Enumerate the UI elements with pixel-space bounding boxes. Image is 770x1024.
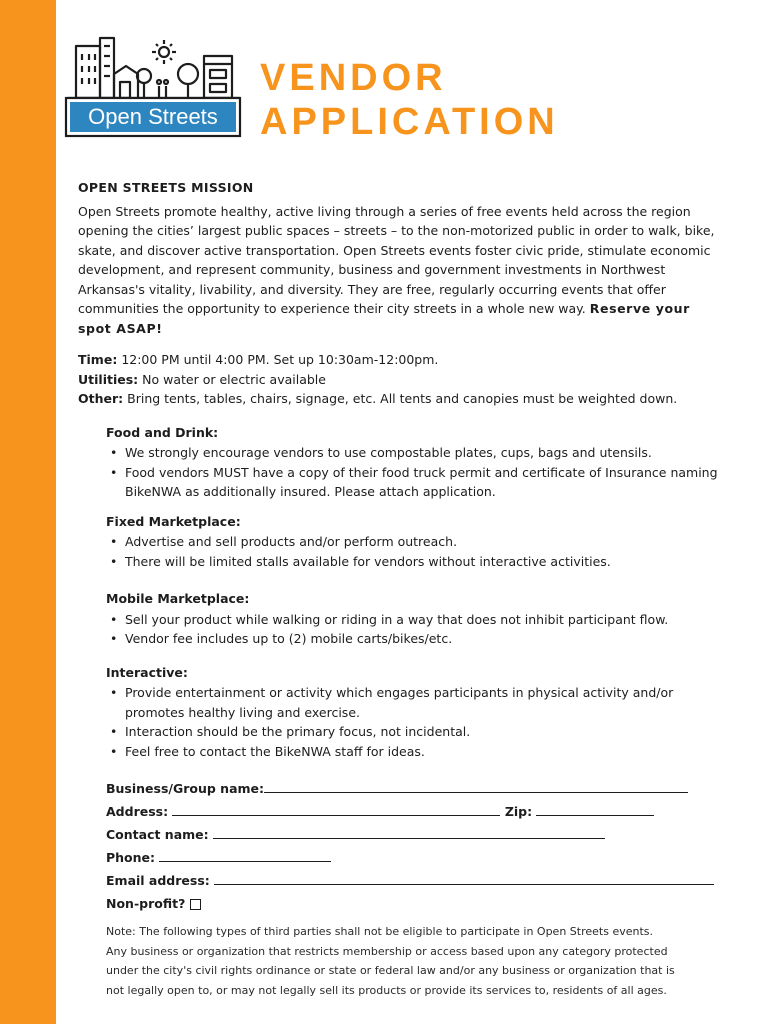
business-row (106, 777, 728, 800)
interactive-heading: Interactive: (106, 664, 188, 680)
title-line-1: VENDOR (260, 57, 447, 99)
phone-field[interactable] (159, 847, 331, 862)
utilities-label: Utilities: (78, 371, 139, 387)
nonprofit-row (106, 892, 728, 915)
food-list (106, 443, 728, 502)
other-value: Bring tents, tables, chairs, signage, etc. All tents and canopies must be weighted down. (127, 391, 678, 406)
list-item: • Sell your product while walking or riding in a way that does not inhibit participant flow. (125, 610, 728, 630)
zip-label: Zip: (504, 804, 533, 819)
business-name-field[interactable] (264, 778, 688, 793)
address-field[interactable] (172, 801, 500, 816)
address-row (106, 800, 728, 823)
other-label: Other: (78, 391, 124, 406)
fixed-section (106, 512, 728, 572)
food-heading: Food and Drink: (106, 424, 219, 440)
phone-row (106, 846, 728, 869)
list-item: • Provide entertainment or activity which engages participants in physical activity and/or promotes healthy living and exercise. (125, 683, 728, 722)
page-title (260, 56, 559, 144)
other-row (78, 389, 728, 409)
mission-body (78, 202, 728, 339)
list-item: • Advertise and sell products and/or perform outreach. (125, 532, 728, 552)
title-line-2: APPLICATION (260, 101, 559, 143)
time-label: Time: (78, 352, 118, 367)
mission-block (78, 178, 728, 338)
utilities-value: No water or electric available (142, 371, 326, 387)
list-item: • We strongly encourage vendors to use compostable plates, cups, bags and utensils. (125, 443, 728, 463)
time-row (78, 350, 728, 370)
interactive-list (106, 683, 728, 761)
list-item: • Vendor fee includes up to (2) mobile carts/bikes/etc. (125, 629, 728, 649)
event-info (78, 350, 728, 409)
email-field[interactable] (214, 870, 714, 885)
mission-heading: OPEN STREETS MISSION (78, 180, 254, 195)
vendor-form (106, 777, 728, 915)
business-label: Business/Group name: (106, 781, 265, 796)
orange-side-bar (0, 0, 56, 1024)
email-row (106, 869, 728, 892)
list-item: • Feel free to contact the BikeNWA staff for ideas. (125, 742, 728, 762)
time-value: 12:00 PM until 4:00 PM. Set up 10:30am-12:00pm. (121, 352, 439, 367)
list-item: • There will be limited stalls available for vendors without interactive activities. (125, 552, 728, 572)
mobile-section (106, 589, 728, 649)
eligibility-note: Note: The following types of third parties shall not be eligible to participate in Open Streets events. Any business or organization that restricts membership or access based upon any category protected under the city's civil rights ordinance or state or federal law and/or any business or organization that is not legally open to, or may not legally sell its products or provide its services to, residents of all ages. (106, 925, 675, 997)
logo-text: Open Streets (88, 104, 218, 129)
phone-label: Phone: (106, 850, 156, 865)
list-item: • Food vendors MUST have a copy of their food truck permit and certificate of Insurance naming BikeNWA as additionally insured. Please attach application. (125, 463, 728, 502)
open-streets-logo (62, 36, 244, 138)
email-label: Email address: (106, 873, 210, 888)
fixed-heading: Fixed Marketplace: (106, 513, 241, 529)
food-section (106, 423, 728, 502)
nonprofit-checkbox[interactable] (190, 899, 201, 910)
contact-name-field[interactable] (213, 824, 605, 839)
reserve-callout: Reserve your spot ASAP! (78, 301, 690, 336)
main-content (78, 178, 728, 1000)
nonprofit-label: Non-profit? (106, 896, 186, 911)
zip-field[interactable] (536, 801, 654, 816)
mobile-list (106, 610, 728, 649)
list-item: • Interaction should be the primary focus, not incidental. (125, 722, 728, 742)
contact-label: Contact name: (106, 827, 209, 842)
contact-row (106, 823, 728, 846)
fixed-list (106, 532, 728, 571)
mobile-heading: Mobile Marketplace: (106, 591, 250, 606)
utilities-row (78, 370, 728, 390)
mission-text: Open Streets promote healthy, active living through a series of free events held across the region opening the cities’ largest public spaces – streets – to the non-motorized public in order to walk, bike, skate, and discover active transportation. Open Streets events foster civic pride, stimulate economic development, and represent community, business and government investments in Northwest Arkansas's vitality, livability, and diversity. They are free, regularly occurring events that offer communities the opportunity to experience their city streets in a whole new way. (78, 203, 715, 316)
address-label: Address: (106, 804, 169, 819)
interactive-section (106, 663, 728, 762)
